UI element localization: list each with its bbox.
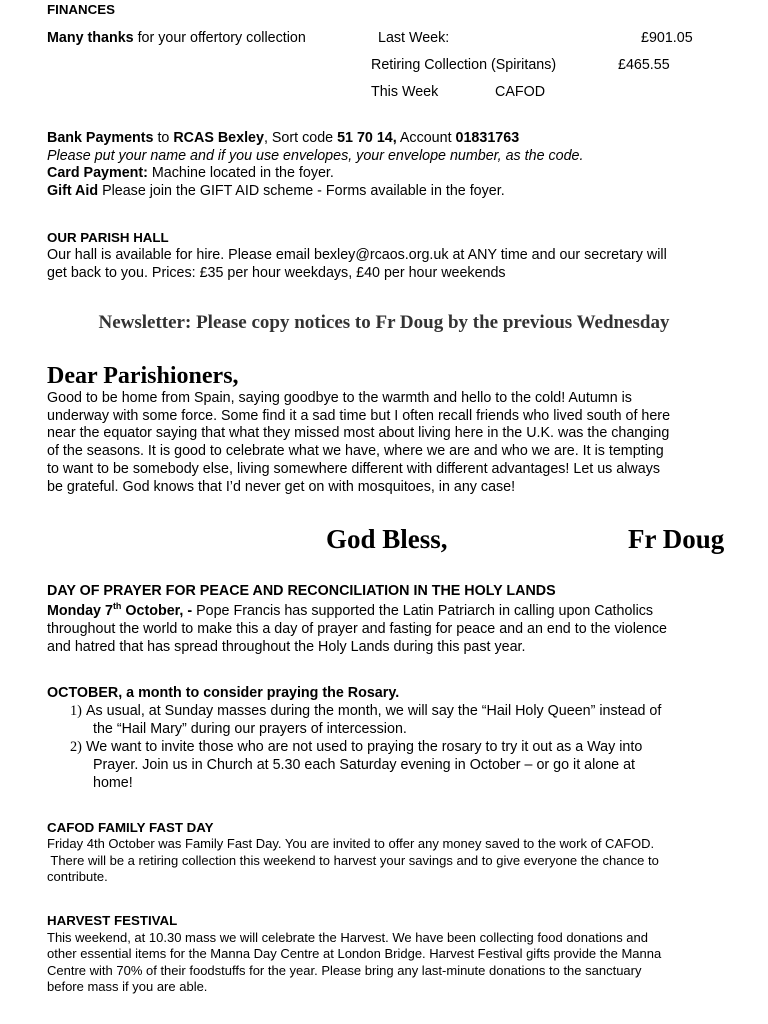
last-week-amount: £901.05 — [641, 30, 693, 46]
thanks-bold: Many thanks — [47, 30, 134, 46]
thanks-line — [47, 29, 306, 47]
letter-line: near the equator saying that what they missed most about living here in the U.K. was the changing — [47, 425, 670, 441]
t: Card Payment: — [47, 165, 148, 181]
list-item-line: Prayer. Join us in Church at 5.30 each Saturday evening in October – or go it alone at — [93, 757, 636, 773]
t: Please join the GIFT AID scheme - Forms available in the foyer. — [98, 183, 505, 199]
prayer-day-heading: DAY OF PRAYER FOR PEACE AND RECONCILIATION IN THE HOLY LANDS — [47, 583, 556, 599]
t: th — [112, 601, 122, 612]
rosary-heading: OCTOBER, a month to consider praying the Rosary. — [47, 685, 400, 701]
t: Account — [396, 130, 456, 146]
t: Gift Aid — [47, 183, 99, 199]
harvest-line: Centre with 70% of their foodstuffs for the year. Please bring any last-minute donations to the sanctuary — [47, 963, 642, 978]
prayer-day-line: throughout the world to make this a day of prayer and fasting for peace and an end to the violence — [47, 621, 667, 637]
t: Bank Payments — [47, 130, 154, 146]
harvest-line: This weekend, at 10.30 mass we will celebrate the Harvest. We have been collecting food donations and — [47, 930, 648, 945]
list-number: 1) — [70, 703, 82, 719]
letter-line: of the seasons. It is good to celebrate what we have, where we are and who we are. It is tempting — [47, 443, 664, 459]
letter-greeting: Dear Parishioners, — [47, 363, 239, 389]
cafod-line: There will be a retiring collection this weekend to harvest your savings and to give everyone the chance to — [47, 853, 659, 868]
t: to — [153, 130, 174, 146]
newsletter-note: Newsletter: Please copy notices to Fr Doug by the previous Wednesday — [98, 312, 670, 333]
hall-heading: OUR PARISH HALL — [47, 230, 169, 245]
list-item-line: the “Hail Mary” during our prayers of intercession. — [93, 721, 407, 737]
letter-line: be grateful. God knows that I’d never get on with mosquitoes, in any case! — [47, 479, 516, 495]
thanks-text: for your offertory collection — [133, 30, 306, 46]
letter-line: to want to be somebody else, living somewhere different with different advantages! Let us always — [47, 461, 660, 477]
harvest-line: other essential items for the Manna Day Centre at London Bridge. Harvest Festival gifts provide the Manna — [47, 946, 662, 961]
gift-aid — [47, 182, 505, 200]
t: Machine located in the foyer. — [147, 165, 334, 181]
bank-payments — [47, 129, 519, 147]
this-week-value: CAFOD — [495, 84, 546, 100]
hall-line: get back to you. Prices: £35 per hour weekdays, £40 per hour weekends — [47, 265, 506, 281]
t: October, - — [121, 603, 193, 619]
t: Monday 7 — [47, 603, 113, 619]
envelope-note: Please put your name and if you use envelopes, your envelope number, as the code. — [47, 148, 584, 164]
retiring-label: Retiring Collection (Spiritans) — [371, 57, 557, 73]
hall-line: Our hall is available for hire. Please email bexley@rcaos.org.uk at ANY time and our secretary will — [47, 247, 667, 263]
last-week-label: Last Week: — [378, 30, 450, 46]
cafod-heading: CAFOD FAMILY FAST DAY — [47, 820, 214, 835]
prayer-day-line: and hatred that has spread throughout the Holy Lands during this past year. — [47, 639, 526, 655]
letter-closing: God Bless, — [326, 524, 448, 554]
list-item-line: home! — [93, 775, 133, 791]
retiring-amount: £465.55 — [618, 57, 670, 73]
t: , Sort code — [263, 130, 338, 146]
prayer-day-line — [47, 602, 653, 620]
cafod-line: contribute. — [47, 869, 108, 884]
list-item-line: As usual, at Sunday masses during the month, we will say the “Hail Holy Queen” instead of — [86, 703, 662, 719]
list-number: 2) — [70, 739, 82, 755]
list-item-line: We want to invite those who are not used to praying the rosary to try it out as a Way into — [86, 739, 643, 755]
letter-signature: Fr Doug — [628, 524, 725, 554]
this-week-label: This Week — [371, 84, 439, 100]
t: Pope Francis has supported the Latin Patriarch in calling upon Catholics — [192, 603, 654, 619]
t: 51 70 14, — [337, 130, 397, 146]
harvest-heading: HARVEST FESTIVAL — [47, 913, 178, 928]
t: RCAS Bexley — [173, 130, 264, 146]
letter-line: underway with some force. Some find it a sad time but I often recall friends who lived south of here — [47, 408, 671, 424]
harvest-line: before mass if you are able. — [47, 979, 208, 994]
cafod-line: Friday 4th October was Family Fast Day. You are invited to offer any money saved to the work of CAFOD. — [47, 836, 655, 851]
finances-heading: FINANCES — [47, 2, 115, 17]
card-payment — [47, 164, 334, 182]
letter-line: Good to be home from Spain, saying goodbye to the warmth and hello to the cold! Autumn is — [47, 390, 632, 406]
t: 01831763 — [455, 130, 520, 146]
